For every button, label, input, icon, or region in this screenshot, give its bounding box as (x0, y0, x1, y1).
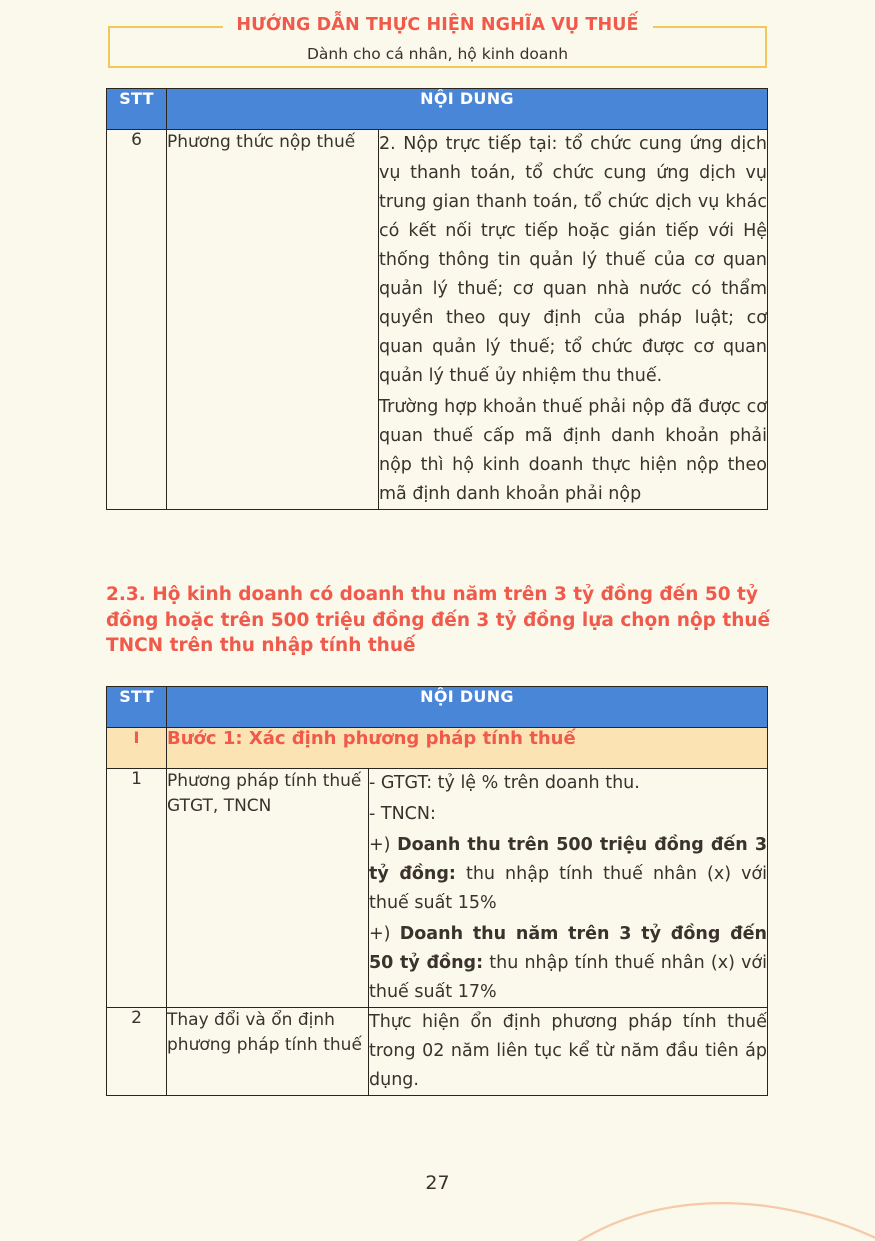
header-subtitle: Dành cho cá nhân, hộ kinh doanh (306, 45, 569, 63)
page-number: 27 (425, 1172, 450, 1194)
step-row (107, 728, 768, 769)
column-header-stt: STT (107, 687, 167, 728)
row-content (369, 769, 768, 1008)
page-header (108, 15, 767, 68)
table-header-row (107, 687, 768, 728)
line-bold: Doanh thu năm trên 3 tỷ đồng đến 50 tỷ đồng: (369, 924, 767, 973)
column-header-noidung: NỘI DUNG (167, 687, 768, 728)
row-stt: 6 (107, 130, 167, 510)
content-line (369, 800, 767, 829)
step-stt: I (107, 728, 167, 769)
line-lead: +) (369, 924, 400, 944)
column-header-noidung: NỘI DUNG (167, 89, 768, 130)
table-step-1 (106, 686, 768, 1096)
content-paragraph: 2. Nộp trực tiếp tại: tổ chức cung ứng dịch vụ thanh toán, tổ chức cung ứng dịch vụ trung gian thanh toán, tổ chức dịch vụ khác có kết nối trực tiếp hoặc gián tiếp với Hệ thống thông tin quản lý thuế của cơ quan quản lý thuế; cơ quan nhà nước có thẩm quyền theo quy định của pháp luật; cơ quan quản lý thuế; tổ chức được cơ quan quản lý thuế ủy nhiệm thu thuế. (379, 134, 767, 386)
line-text: thu nhập tính thuế nhân (x) với thuế suất 15% (369, 864, 768, 913)
line-bold: Doanh thu trên 500 triệu đồng đến 3 tỷ đồng: (369, 835, 767, 884)
line-text: thu nhập tính thuế nhân (x) với thuế suất 17% (369, 953, 767, 1002)
row-stt: 2 (107, 1008, 167, 1096)
line-text: - TNCN: (369, 804, 436, 824)
header-title: HƯỚNG DẪN THỰC HIỆN NGHĨA VỤ THUẾ (222, 14, 652, 36)
table-row (107, 130, 768, 510)
column-header-stt: STT (107, 89, 167, 130)
row-label: Phương pháp tính thuế GTGT, TNCN (167, 769, 369, 1008)
content-line (369, 831, 767, 918)
row-label: Phương thức nộp thuế (167, 130, 379, 510)
table-payment-method (106, 88, 768, 510)
row-content (379, 130, 768, 510)
table-row (107, 1008, 768, 1096)
deco-arc-1 (520, 1203, 875, 1241)
table-row (107, 769, 768, 1008)
row-label: Thay đổi và ổn định phương pháp tính thuế (167, 1008, 369, 1096)
content-line (369, 920, 767, 1007)
step-label: Bước 1: Xác định phương pháp tính thuế (167, 728, 768, 769)
content-paragraph: Trường hợp khoản thuế phải nộp đã được cơ quan thuế cấp mã định danh khoản phải nộp thì hộ kinh doanh thực hiện nộp theo mã định danh khoản phải nộp (379, 397, 767, 504)
row-content: Thực hiện ổn định phương pháp tính thuế trong 02 năm liên tục kể từ năm đầu tiên áp dụng. (369, 1008, 768, 1096)
line-lead: +) (369, 835, 398, 855)
row-stt: 1 (107, 769, 167, 1008)
section-heading-2-3: 2.3. Hộ kinh doanh có doanh thu năm trên 3 tỷ đồng đến 50 tỷ đồng hoặc trên 500 triệu đồng đến 3 tỷ đồng lựa chọn nộp thuế TNCN trên thu nhập tính thuế (106, 584, 771, 656)
line-text: - GTGT: tỷ lệ % trên doanh thu. (369, 773, 640, 793)
content-line (369, 769, 767, 798)
table-header-row (107, 89, 768, 130)
